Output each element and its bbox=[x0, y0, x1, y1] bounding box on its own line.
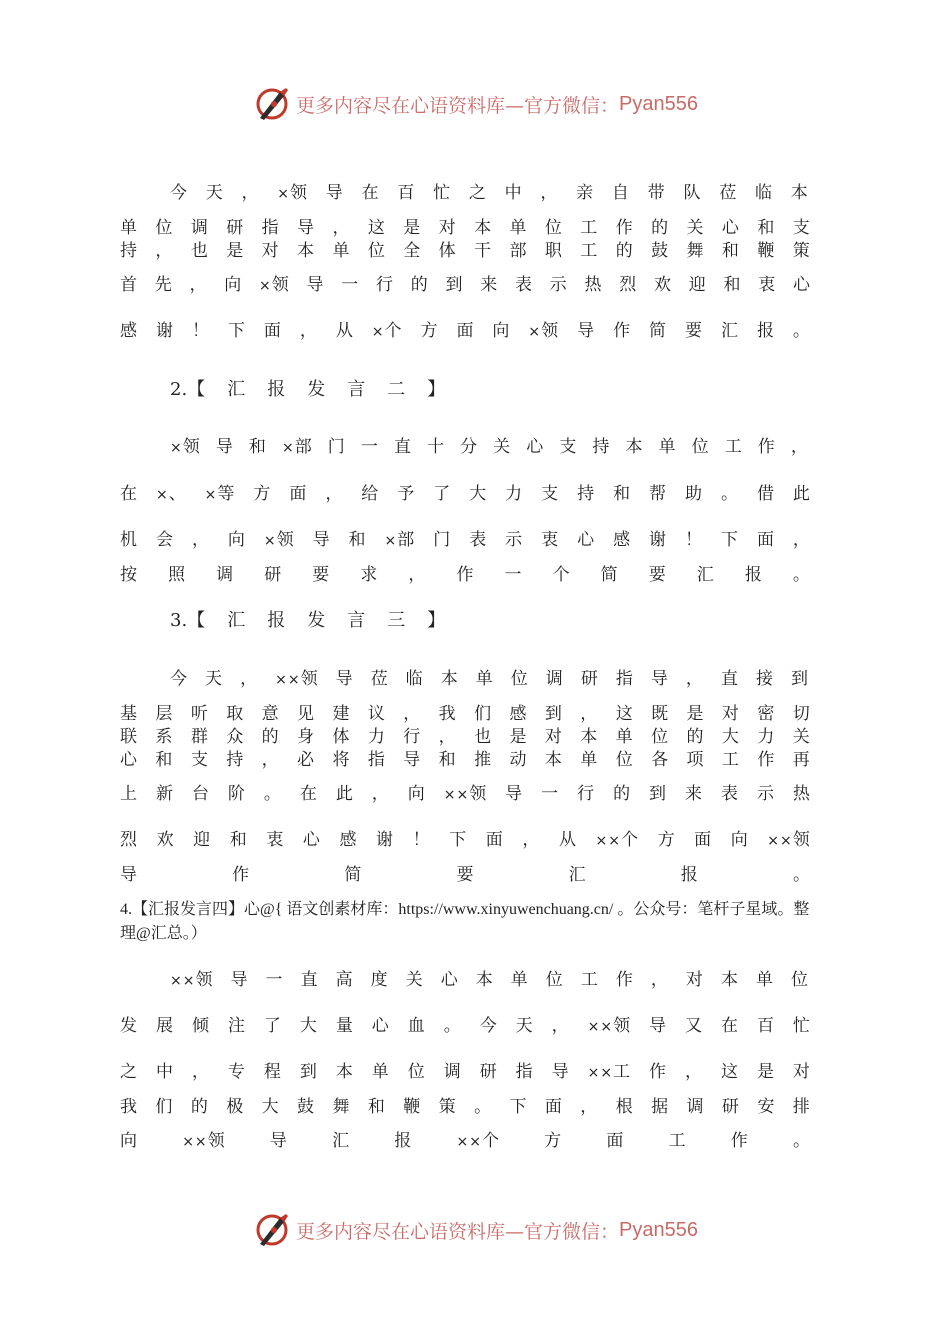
text-line: 今 天 ， ×领 导 在 百 忙 之 中 ， 亲 自 带 队 莅 临 本 bbox=[170, 182, 808, 203]
text-line: 机 会 ， 向 ×领 导 和 ×部 门 表 示 衷 心 感 谢 ！ 下 面 ， bbox=[120, 529, 810, 550]
banner-text: 更多内容尽在心语资料库—官方微信： bbox=[296, 1220, 620, 1243]
text-line: 向 ××领 导 汇 报 ××个 方 面 工 作 。 bbox=[120, 1130, 810, 1151]
banner-wechat-id: Pyan556 bbox=[619, 1218, 698, 1241]
text-line: ××领 导 一 直 高 度 关 心 本 单 位 工 作 ， 对 本 单 位 bbox=[170, 969, 808, 990]
section-heading: 3.【 汇 报 发 言 三 】 bbox=[170, 610, 446, 631]
footer-banner bbox=[0, 1208, 950, 1252]
text-line: 我 们 的 极 大 鼓 舞 和 鞭 策 。 下 面 ， 根 据 调 研 安 排 bbox=[120, 1097, 810, 1117]
text-line: 感 谢 ！ 下 面 ， 从 ×个 方 面 向 ×领 导 作 简 要 汇 报 。 bbox=[120, 320, 810, 341]
text-line: 基 层 听 取 意 见 建 议 ， 我 们 感 到 ， 这 既 是 对 密 切 bbox=[120, 704, 810, 724]
text-line: 在 ×、 ×等 方 面 ， 给 予 了 大 力 支 持 和 帮 助 。 借 此 bbox=[120, 483, 810, 504]
banner-text: 更多内容尽在心语资料库—官方微信： bbox=[296, 94, 620, 117]
pen-logo-icon bbox=[252, 1210, 292, 1250]
text-line: 上 新 台 阶 。 在 此 ， 向 ××领 导 一 行 的 到 来 表 示 热 bbox=[120, 783, 810, 804]
text-line: 发 展 倾 注 了 大 量 心 血 。 今 天 ， ××领 导 又 在 百 忙 bbox=[120, 1015, 810, 1036]
text-line: 今 天 ， ××领 导 莅 临 本 单 位 调 研 指 导 ， 直 接 到 bbox=[170, 668, 808, 689]
text-line: 之 中 ， 专 程 到 本 单 位 调 研 指 导 ××工 作 ， 这 是 对 bbox=[120, 1061, 810, 1082]
text-line: 首 先 ， 向 ×领 导 一 行 的 到 来 表 示 热 烈 欢 迎 和 衷 心 bbox=[120, 274, 810, 295]
header-banner bbox=[0, 82, 950, 126]
text-line: 联 系 群 众 的 身 体 力 行 ， 也 是 对 本 单 位 的 大 力 关 bbox=[120, 727, 810, 747]
text-line: 持 ， 也 是 对 本 单 位 全 体 干 部 职 工 的 鼓 舞 和 鞭 策 bbox=[120, 241, 810, 261]
text-line: 导 作 简 要 汇 报 。 bbox=[120, 865, 810, 885]
banner-wechat-id: Pyan556 bbox=[619, 92, 698, 115]
text-line: 按 照 调 研 要 求 ， 作 一 个 简 要 汇 报 。 bbox=[120, 565, 810, 585]
pen-logo-icon bbox=[252, 84, 292, 124]
text-line: ×领 导 和 ×部 门 一 直 十 分 关 心 支 持 本 单 位 工 作 ， bbox=[170, 436, 808, 457]
paragraph-4: 4.【汇报发言四】心@{ 语文创素材库：https://www.xinyuwenchuang.cn/ 。公众号：笔杆子星域。整理@汇总。） bbox=[120, 901, 810, 942]
section-heading: 2.【 汇 报 发 言 二 】 bbox=[170, 379, 446, 400]
text-line: 烈 欢 迎 和 衷 心 感 谢 ！ 下 面 ， 从 ××个 方 面 向 ××领 bbox=[120, 829, 810, 850]
text-line: 单 位 调 研 指 导 ， 这 是 对 本 单 位 工 作 的 关 心 和 支 bbox=[120, 218, 810, 238]
text-line: 心 和 支 持 ， 必 将 指 导 和 推 动 本 单 位 各 项 工 作 再 bbox=[120, 750, 810, 770]
